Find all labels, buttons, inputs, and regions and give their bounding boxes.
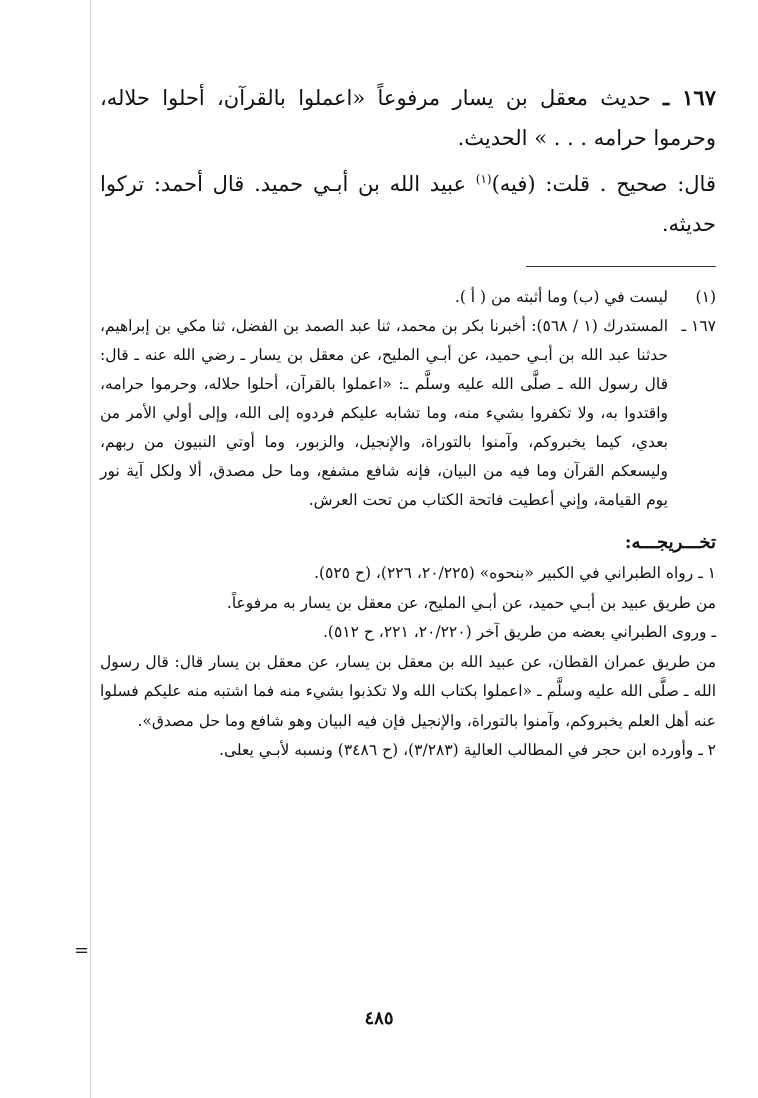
footnote-text: المستدرك (١ / ٥٦٨): أخبرنا بكر بن محمد، ثنا عبد الصمد بن الفضل، ثنا مكي بن إبراهيم، حدثنا عبد الله بن أبـي حميد، عن أبـي المليح، عن معقل بن يسار ـ رضي الله عنه ـ قال: قال رسول الله ـ صلَّى الله عليه وسلَّم ـ: «اعملوا بالقرآن، أحلوا حلاله، وحرموا حرامه، واقتدوا به، ولا تكفروا بشيء منه، وما تشابه عليكم فردوه إلى الله، وإلى أولي الأمر من بعدي، كيما يخبروكم، وآمنوا بالتوراة، والإنجيل، والزبور، وما أوتي النبيون من ربهم، وليسعكم القرآن وما فيه من البيان، فإنه شافع مشفع، وما حل مصدق، ألا ولكل آية نور يوم القيامة، وإني أعطيت فاتحة الكتاب من تحت العرش. [100,317,669,509]
takhrij-item: من طريق عبيد بن أبـي حميد، عن أبـي المليح، عن معقل بن يسار به مرفوعاً. [226,593,716,612]
page-content [100,78,716,766]
hadith-number: ١٦٧ ـ [663,85,716,110]
takhrij-item: ١ ـ رواه الطبراني في الكبير «بنحوه» (٢٠/٢٢٥، ٢٢٦)، (ح ٥٢٥). [314,564,716,582]
hadith-text: حديث معقل بن يسار مرفوعاً «اعملوا بالقرآن، أحلوا حلاله، وحرموا حرامه . . . » الحديث. [100,86,716,150]
footnote-reference[interactable]: (١) [475,172,492,186]
takhrij-heading: تخـــريجـــه: [624,532,716,553]
ruling-text-end: عبيد الله بن أبـي حميد. قال أحمد: تركوا حديثه. [100,172,716,236]
page-number: ٤٨٥ [364,1008,394,1029]
footnote-separator [526,266,716,267]
takhrij-item: ـ وروى الطبراني بعضه من طريق آخر (٢٠/٢٢٠، ٢٢١، ح ٥١٢). [322,623,716,641]
binding-margin-line [90,0,91,1098]
takhrij-item: ٢ ـ وأورده ابن حجر في المطالب العالية (٣/٢٨٣)، (ح ٣٤٨٦) ونسبه لأبـي يعلى. [219,741,716,759]
footnote-number: ١٦٧ ـ [681,317,716,335]
hadith-entry [100,78,716,158]
footnote-number: (١) [695,288,716,306]
continuation-mark: = [74,940,90,961]
hadith-ruling [100,164,716,244]
footnote-1 [100,283,716,312]
footnote-text: ليست في (ب) وما أثبته من ( أ ). [454,288,668,306]
takhrij-item: من طريق عمران القطان، عن عبيد الله بن معقل بن يسار، عن معقل بن يسار قال: قال رسول الله ـ صلَّى الله عليه وسلَّم ـ «اعملوا بكتاب الله ولا تكذبوا بشيء منه فما اشتبه منه عليكم فسلوا عنه أهل العلم يخبروكم، وآمنوا بالتوراة، والإنجيل فإن فيه البيان وهو شافع وما حل مصدق». [100,652,716,730]
footnote-source-167 [100,312,716,515]
ruling-text-start: قال: صحيح . قلت: (فيه) [491,172,716,196]
